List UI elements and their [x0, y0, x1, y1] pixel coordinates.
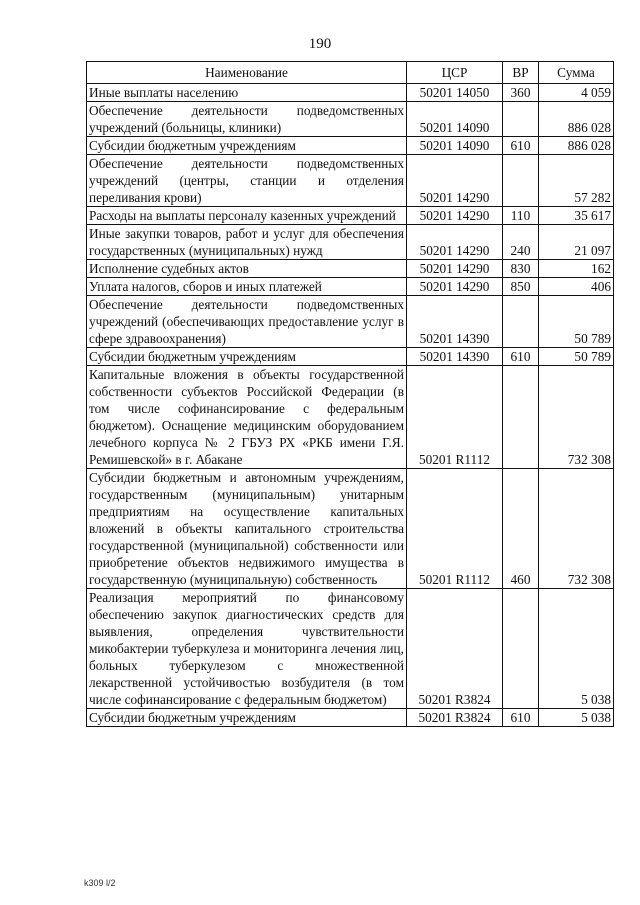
- row-name: Иные закупки товаров, работ и услуг для обеспечения государственных (муниципальных) нужд: [87, 225, 407, 260]
- row-name: Субсидии бюджетным учреждениям: [87, 137, 407, 155]
- row-name: Иные выплаты населению: [87, 84, 407, 102]
- table-row: [87, 137, 614, 155]
- document-code: k309 l/2: [84, 878, 116, 888]
- header-vr: ВР: [503, 62, 539, 84]
- row-csr: 50201 R1112: [407, 366, 503, 469]
- table-row: [87, 102, 614, 137]
- row-name: Обеспечение деятельности подведомственных учреждений (больницы, клиники): [87, 102, 407, 137]
- row-csr: 50201 R3824: [407, 709, 503, 727]
- row-sum: 732 308: [539, 366, 614, 469]
- row-vr: [503, 296, 539, 348]
- row-sum: 5 038: [539, 589, 614, 709]
- row-csr: 50201 14290: [407, 225, 503, 260]
- table-row: [87, 348, 614, 366]
- row-vr: [503, 366, 539, 469]
- row-csr: 50201 14290: [407, 260, 503, 278]
- row-name: Реализация мероприятий по финансовому обеспечению закупок диагностических средств для выявления, определения чувствительности микобактерии туберкулеза и мониторинга лечения лиц, больных туберкулезом с множественной лекарственной устойчивостью возбудителя (в том числе софинансирование с федеральным бюджетом): [87, 589, 407, 709]
- table-row: [87, 296, 614, 348]
- row-name: Субсидии бюджетным учреждениям: [87, 709, 407, 727]
- table-header-row: [87, 62, 614, 84]
- row-sum: 4 059: [539, 84, 614, 102]
- row-csr: 50201 14090: [407, 137, 503, 155]
- row-sum: 35 617: [539, 207, 614, 225]
- row-csr: 50201 14390: [407, 296, 503, 348]
- row-csr: 50201 14050: [407, 84, 503, 102]
- row-vr: 360: [503, 84, 539, 102]
- row-csr: 50201 R3824: [407, 589, 503, 709]
- row-vr: 240: [503, 225, 539, 260]
- table-row: [87, 225, 614, 260]
- row-csr: 50201 14390: [407, 348, 503, 366]
- table-row: [87, 84, 614, 102]
- header-csr: ЦСР: [407, 62, 503, 84]
- row-sum: 406: [539, 278, 614, 296]
- table-row: [87, 469, 614, 589]
- row-sum: 21 097: [539, 225, 614, 260]
- row-name: Расходы на выплаты персоналу казенных учреждений: [87, 207, 407, 225]
- row-name: Субсидии бюджетным и автономным учреждениям, государственным (муниципальным) унитарным предприятиям на осуществление капитальных вложений в объекты капитального строительства государственной (муниципальной) собственности или приобретение объектов недвижимого имущества в государственную (муниципальную) собственность: [87, 469, 407, 589]
- row-name: Капитальные вложения в объекты государственной собственности субъектов Российской Федерации (в том числе софинансирование с федеральным бюджетом). Оснащение медицинским оборудованием лечебного корпуса № 2 ГБУЗ РХ «РКБ имени Г.Я. Ремишевской» в г. Абакане: [87, 366, 407, 469]
- row-vr: [503, 102, 539, 137]
- row-vr: [503, 155, 539, 207]
- row-name: Обеспечение деятельности подведомственных учреждений (центры, станции и отделения переливания крови): [87, 155, 407, 207]
- table-row: [87, 207, 614, 225]
- row-csr: 50201 14090: [407, 102, 503, 137]
- row-csr: 50201 14290: [407, 278, 503, 296]
- row-vr: [503, 589, 539, 709]
- row-csr: 50201 14290: [407, 155, 503, 207]
- header-name: Наименование: [87, 62, 407, 84]
- row-name: Уплата налогов, сборов и иных платежей: [87, 278, 407, 296]
- row-vr: 610: [503, 348, 539, 366]
- row-vr: 850: [503, 278, 539, 296]
- row-vr: 830: [503, 260, 539, 278]
- row-name: Субсидии бюджетным учреждениям: [87, 348, 407, 366]
- row-sum: 50 789: [539, 296, 614, 348]
- row-vr: 610: [503, 709, 539, 727]
- row-csr: 50201 14290: [407, 207, 503, 225]
- header-sum: Сумма: [539, 62, 614, 84]
- table-row: [87, 589, 614, 709]
- row-sum: 886 028: [539, 137, 614, 155]
- row-name: Обеспечение деятельности подведомственных учреждений (обеспечивающих предоставление услуг в сфере здравоохранения): [87, 296, 407, 348]
- row-sum: 162: [539, 260, 614, 278]
- table-row: [87, 366, 614, 469]
- row-vr: 610: [503, 137, 539, 155]
- row-sum: 50 789: [539, 348, 614, 366]
- table-row: [87, 709, 614, 727]
- row-sum: 57 282: [539, 155, 614, 207]
- row-sum: 732 308: [539, 469, 614, 589]
- row-sum: 886 028: [539, 102, 614, 137]
- page-number: 190: [308, 36, 332, 52]
- row-csr: 50201 R1112: [407, 469, 503, 589]
- row-sum: 5 038: [539, 709, 614, 727]
- table-row: [87, 278, 614, 296]
- row-vr: 460: [503, 469, 539, 589]
- row-vr: 110: [503, 207, 539, 225]
- table-row: [87, 260, 614, 278]
- table-row: [87, 155, 614, 207]
- row-name: Исполнение судебных актов: [87, 260, 407, 278]
- budget-table: [86, 61, 614, 727]
